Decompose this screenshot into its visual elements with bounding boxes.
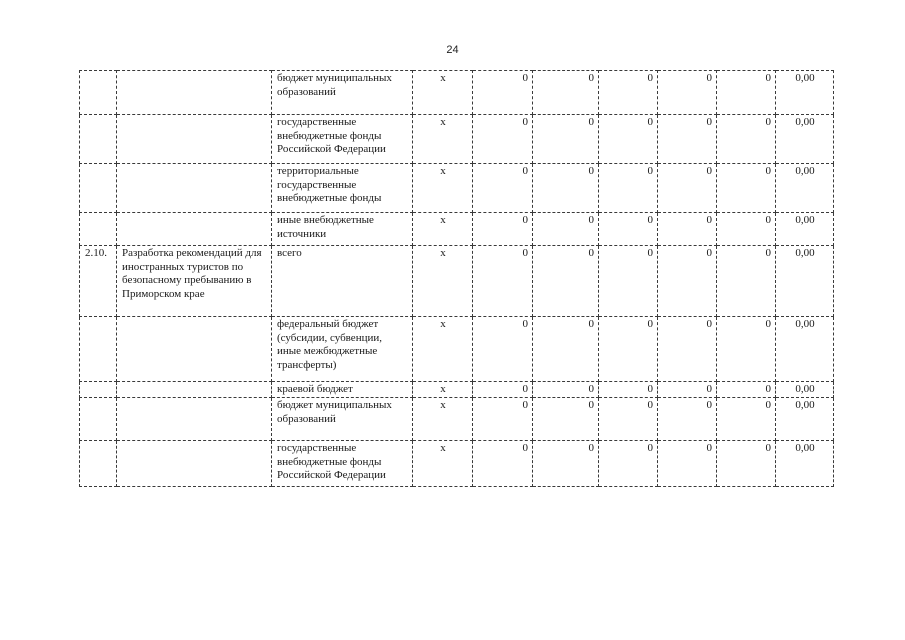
value-cell: 0 xyxy=(717,213,776,246)
value-cell: 0 xyxy=(658,115,717,164)
funding-source: федеральный бюджет (субсидии, субвенции, иные межбюджетные трансферты) xyxy=(272,317,413,382)
value-cell: 0 xyxy=(473,213,533,246)
value-cell: 0 xyxy=(599,441,658,487)
table-row xyxy=(80,382,834,398)
measure-name xyxy=(117,71,272,115)
value-cell: 0 xyxy=(473,441,533,487)
value-cell: 0 xyxy=(658,317,717,382)
marker-cell: х xyxy=(413,246,473,317)
value-cell: 0 xyxy=(473,164,533,213)
value-cell: 0 xyxy=(658,213,717,246)
measure-name xyxy=(117,164,272,213)
table-body xyxy=(80,71,834,487)
table-row xyxy=(80,317,834,382)
value-cell: 0 xyxy=(658,398,717,441)
measure-name xyxy=(117,317,272,382)
value-cell: 0 xyxy=(533,441,599,487)
total-cell: 0,00 xyxy=(776,213,834,246)
value-cell: 0 xyxy=(533,246,599,317)
total-cell: 0,00 xyxy=(776,317,834,382)
funding-source: бюджет муниципальных образований xyxy=(272,71,413,115)
value-cell: 0 xyxy=(599,246,658,317)
measure-name xyxy=(117,213,272,246)
value-cell: 0 xyxy=(473,398,533,441)
row-number xyxy=(80,382,117,398)
value-cell: 0 xyxy=(533,164,599,213)
value-cell: 0 xyxy=(658,71,717,115)
measure-name xyxy=(117,441,272,487)
value-cell: 0 xyxy=(533,382,599,398)
value-cell: 0 xyxy=(599,213,658,246)
measure-name xyxy=(117,382,272,398)
value-cell: 0 xyxy=(533,115,599,164)
funding-source: государственные внебюджетные фонды Российской Федерации xyxy=(272,441,413,487)
value-cell: 0 xyxy=(717,441,776,487)
value-cell: 0 xyxy=(658,382,717,398)
row-number xyxy=(80,71,117,115)
value-cell: 0 xyxy=(533,71,599,115)
row-number xyxy=(80,213,117,246)
budget-table xyxy=(79,70,834,487)
marker-cell: х xyxy=(413,317,473,382)
funding-source: государственные внебюджетные фонды Российской Федерации xyxy=(272,115,413,164)
value-cell: 0 xyxy=(599,115,658,164)
row-number xyxy=(80,164,117,213)
value-cell: 0 xyxy=(473,71,533,115)
value-cell: 0 xyxy=(717,398,776,441)
row-number xyxy=(80,317,117,382)
table-row xyxy=(80,115,834,164)
table-row xyxy=(80,441,834,487)
value-cell: 0 xyxy=(717,115,776,164)
value-cell: 0 xyxy=(717,246,776,317)
funding-source: иные внебюджетные источники xyxy=(272,213,413,246)
funding-source: территориальные государственные внебюджетные фонды xyxy=(272,164,413,213)
table-row xyxy=(80,71,834,115)
total-cell: 0,00 xyxy=(776,382,834,398)
measure-name xyxy=(117,398,272,441)
funding-source: бюджет муниципальных образований xyxy=(272,398,413,441)
value-cell: 0 xyxy=(599,398,658,441)
funding-source: краевой бюджет xyxy=(272,382,413,398)
table-row xyxy=(80,164,834,213)
marker-cell: х xyxy=(413,213,473,246)
total-cell: 0,00 xyxy=(776,246,834,317)
value-cell: 0 xyxy=(473,246,533,317)
value-cell: 0 xyxy=(658,164,717,213)
value-cell: 0 xyxy=(473,382,533,398)
value-cell: 0 xyxy=(599,382,658,398)
funding-source: всего xyxy=(272,246,413,317)
value-cell: 0 xyxy=(599,317,658,382)
measure-name: Разработка рекомендаций для иностранных туристов по безопасному пребыванию в Приморском крае xyxy=(117,246,272,317)
value-cell: 0 xyxy=(599,164,658,213)
value-cell: 0 xyxy=(533,213,599,246)
row-number: 2.10. xyxy=(80,246,117,317)
marker-cell: х xyxy=(413,382,473,398)
measure-name xyxy=(117,115,272,164)
marker-cell: х xyxy=(413,398,473,441)
marker-cell: х xyxy=(413,115,473,164)
value-cell: 0 xyxy=(717,382,776,398)
page-number: 24 xyxy=(446,44,459,56)
marker-cell: х xyxy=(413,71,473,115)
table-row xyxy=(80,246,834,317)
value-cell: 0 xyxy=(533,398,599,441)
row-number xyxy=(80,441,117,487)
value-cell: 0 xyxy=(533,317,599,382)
value-cell: 0 xyxy=(717,164,776,213)
total-cell: 0,00 xyxy=(776,441,834,487)
total-cell: 0,00 xyxy=(776,398,834,441)
value-cell: 0 xyxy=(473,317,533,382)
value-cell: 0 xyxy=(717,317,776,382)
row-number xyxy=(80,398,117,441)
value-cell: 0 xyxy=(599,71,658,115)
total-cell: 0,00 xyxy=(776,164,834,213)
table-row xyxy=(80,213,834,246)
row-number xyxy=(80,115,117,164)
value-cell: 0 xyxy=(717,71,776,115)
table-row xyxy=(80,398,834,441)
value-cell: 0 xyxy=(658,441,717,487)
total-cell: 0,00 xyxy=(776,115,834,164)
marker-cell: х xyxy=(413,164,473,213)
value-cell: 0 xyxy=(658,246,717,317)
marker-cell: х xyxy=(413,441,473,487)
value-cell: 0 xyxy=(473,115,533,164)
total-cell: 0,00 xyxy=(776,71,834,115)
